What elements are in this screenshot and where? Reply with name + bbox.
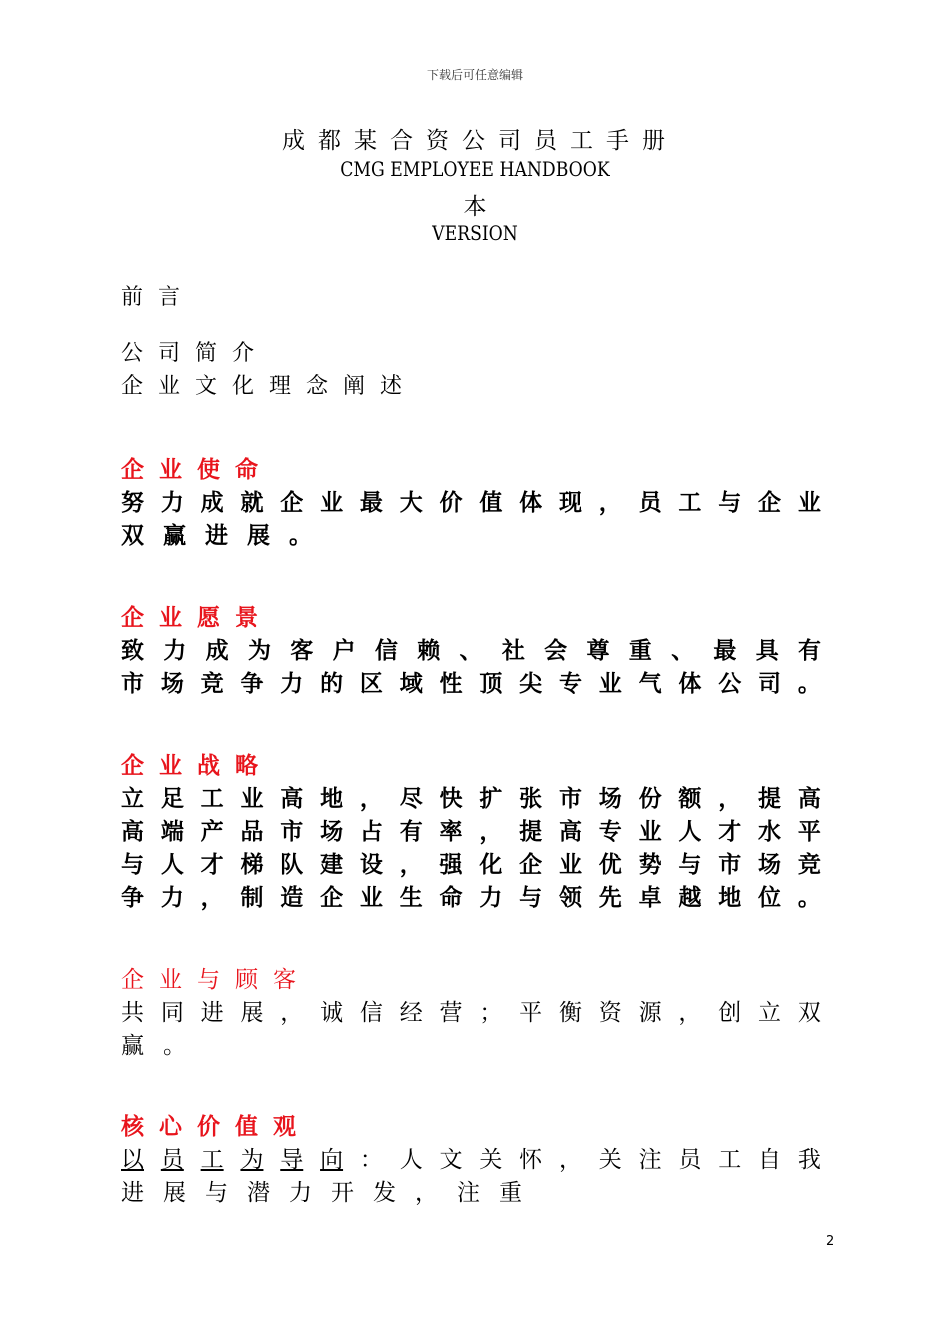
header-note: 下载后可任意编辑 xyxy=(426,68,523,82)
customer-line-2: 赢。 xyxy=(121,1033,205,1059)
strategy-heading: 企业战略 xyxy=(121,753,273,779)
vision-line-1: 致 力 成 为 客 户 信 赖 、 社 会 尊 重 、 最 具 有 xyxy=(121,638,821,664)
strategy-line-3: 与 人 才 梯 队 建 设 ， 强 化 企 业 优 势 与 市 场 竞 xyxy=(121,852,821,878)
values-line-2: 进展与潜力开发，注重 xyxy=(121,1180,541,1206)
toc-culture: 企业文化理念阐述 xyxy=(121,374,418,399)
strategy-line-4: 争 力 ， 制 造 企 业 生 命 力 与 领 先 卓 越 地 位 。 xyxy=(121,885,821,911)
customer-line-1: 共 同 进 展 ， 诚 信 经 营 ； 平 衡 资 源 ， 创 立 双 xyxy=(121,1000,821,1026)
mission-line-2: 双赢进展。 xyxy=(121,523,331,549)
strategy-line-2: 高 端 产 品 市 场 占 有 率 ， 提 高 专 业 人 才 水 平 xyxy=(121,819,821,845)
values-line-1: 以 员 工 为 导 向 ： 人 文 关 怀 ， 关 注 员 工 自 我 xyxy=(121,1147,821,1173)
vision-heading: 企业愿景 xyxy=(121,605,273,631)
page-number: 2 xyxy=(826,1234,835,1249)
strategy-line-1: 立 足 工 业 高 地 ， 尽 快 扩 张 市 场 份 额 ， 提 高 xyxy=(121,786,821,812)
mission-line-1: 努 力 成 就 企 业 最 大 价 值 体 现 ， 员 工 与 企 业 xyxy=(121,490,821,516)
toc-preface: 前言 xyxy=(121,285,196,310)
mission-heading: 企业使命 xyxy=(121,457,273,483)
document-version: VERSION xyxy=(432,221,518,245)
values-heading: 核心价值观 xyxy=(121,1114,311,1140)
toc-company-intro: 公司简介 xyxy=(121,341,270,366)
customer-heading: 企业与顾客 xyxy=(121,967,311,993)
document-title-english: CMG EMPLOYEE HANDBOOK xyxy=(340,157,610,181)
vision-line-2: 市 场 竞 争 力 的 区 域 性 顶 尖 专 业 气 体 公 司 。 xyxy=(121,671,821,697)
document-edition-char: 本 xyxy=(463,194,487,220)
document-title: 成都某合资公司员工手册 xyxy=(282,128,678,154)
